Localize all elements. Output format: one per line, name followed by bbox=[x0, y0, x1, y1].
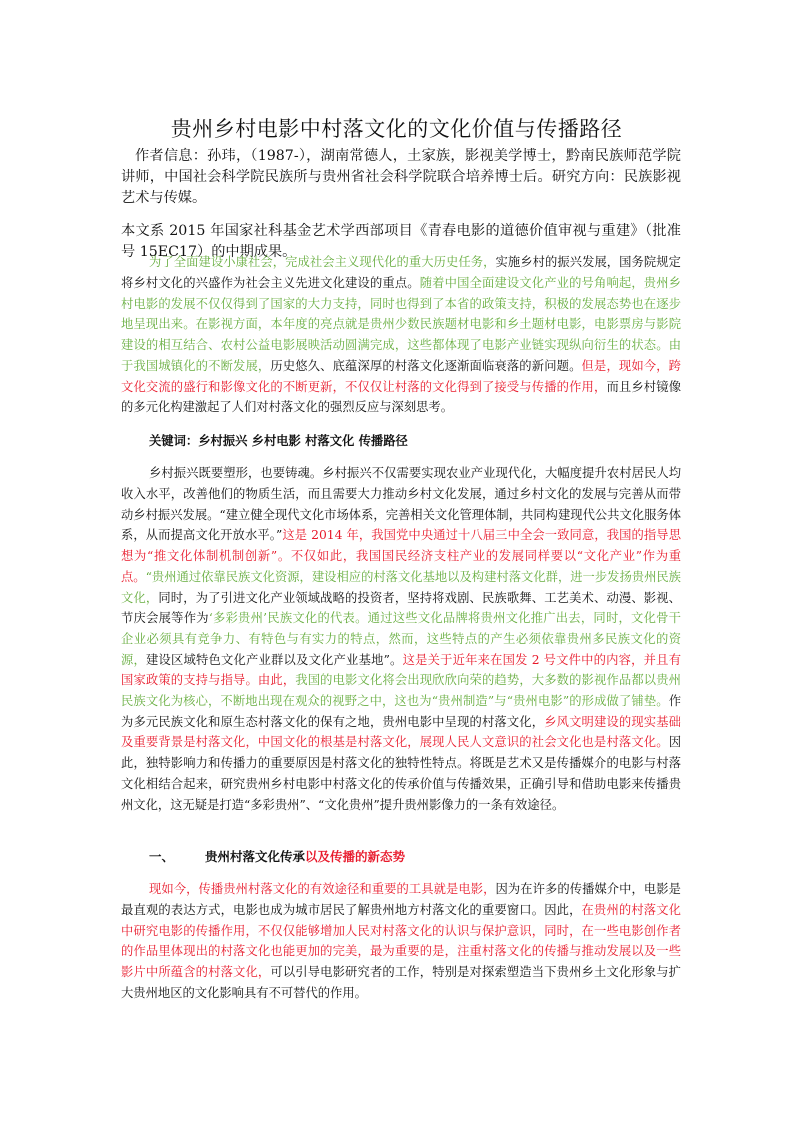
text-run: 因为在许多的传播媒介中，电影是最直观的表达方式，电影也成为城市居民了解贵州地方村落文化的重要窗口。因此， bbox=[121, 882, 681, 917]
text-run: ‘多彩贵州’民族文化的代表。通过这些文化品牌将贵州文化推广出去，同时，文化骨干企业必须具有竞争力、有特色与有实力的特点，然而，这些特点的产生必须依靠贵州多民族文化的资源， bbox=[121, 611, 681, 667]
text-run: 实施乡村的振兴发展，国务院规定将乡村文化的兴盛作为社会主义先进文化建设的重点。 bbox=[121, 255, 681, 290]
text-run: 历史悠久、底蕴深厚的村落文化逐渐面临衰落的新问题。 bbox=[270, 358, 582, 373]
text-run: 我国的电影文化将会出现欣欣向荣的趋势，大多数的影视作品都以贵州民族文化为核心，不断地出现在观众的视野之中，这也为“贵州制造”与“贵州电影”的形成做了铺垫。 bbox=[121, 673, 681, 709]
text-run: 而且乡村镜像的多元化构建激起了人们对村落文化的强烈反应与深刻思考。 bbox=[121, 379, 681, 415]
text-run: 乡风文明建设的现实基础及重要背景是村落文化，中国文化的根基是村落文化，展现人民人文意识的社会文化也是村落文化。 bbox=[121, 714, 681, 750]
text-run: 乡村振兴既要塑形，也要铸魂。乡村振兴不仅需要实现农业产业现代化，大幅度提升农村居民人均收入水平，改善他们的物质生活，而且需要大力推动乡村文化发展，通过乡村文化的发展与完善从而带动乡村振兴发展。“建立健全现代文化市场体系，完善相关文化管理体制，共同构建现代公共文化服务体系，从而提高文化开放水平。” bbox=[121, 466, 681, 543]
section-number: 一、 bbox=[149, 849, 175, 864]
text-run: 因此，独特影响力和传播力的重要原因是村落文化的独特性特点。将既是艺术又是传播媒介的电影与村落文化相结合起来，研究贵州乡村电影中村落文化的传承价值与传播效果，正确引导和借助电影来传播贵州文化，这无疑是打造“多彩贵州”、“文化贵州”提升贵州影像力的一条有效途径。 bbox=[121, 735, 681, 812]
section-heading bbox=[149, 847, 669, 867]
intro-paragraph bbox=[121, 463, 681, 815]
section-heading-part2: 以及传播的新态势 bbox=[305, 849, 406, 864]
text-run: 为了全面建设小康社会，完成社会主义现代化的重大历史任务， bbox=[149, 255, 496, 270]
funding-note: 本文系 2015 年国家社科基金艺术学西部项目《青春电影的道德价值审视与重建》（批准号 15EC17）的中期成果。 bbox=[121, 223, 681, 261]
text-run: “贵州通过依靠民族文化资源，建设相应的村落文化基地以及构建村落文化群，进一步发扬贵州民族文化， bbox=[121, 569, 681, 605]
text-run: 建设区域特色文化产业群以及文化产业基地”。 bbox=[146, 652, 403, 667]
section-heading-part1: 贵州村落文化传承 bbox=[205, 849, 306, 864]
author-info: 作者信息：孙玮，（1987-），湖南常德人，土家族，影视美学博士，黔南民族师范学院讲师，中国社会科学院民族所与贵州省社会科学院联合培养博士后。研究方向：民族影视艺术与传媒。 bbox=[121, 148, 681, 207]
text-run: 但是，现如今，跨文化交流的盛行和影像文化的不断更新，不仅仅让村落的文化得到了接受与传播的作用， bbox=[121, 358, 681, 394]
page-title: 贵州乡村电影中村落文化的文化价值与传播路径 bbox=[170, 117, 623, 142]
keywords-line: 关键词：乡村振兴 乡村电影 村落文化 传播路径 bbox=[149, 433, 408, 448]
text-run: 现如今，传播贵州村落文化的有效途径和重要的工具就是电影， bbox=[149, 882, 496, 897]
text-run: 在贵州的村落文化中研究电影的传播作用，不仅仅能够增加人民对村落文化的认识与保护意识，同时，在一些电影创作者的作品里体现出的村落文化也能更加的完美，最为重要的是，注重村落文化的传播与推动发展以及一些影片中所蕴含的村落文化， bbox=[121, 903, 681, 980]
text-run: 随着中国全面建设文化产业的号角响起，贵州乡村电影的发展不仅仅得到了国家的大力支持，同时也得到了本省的政策支持，积极的发展态势也在逐步地呈现出来。在影视方面，本年度的亮点就是贵州少数民族题材电影和乡土题材电影，电影票房与影院建设的相互结合、农村公益电影展映活动圆满完成，这些都体现了电影产业链实现纵向衍生的状态。由于我国城镇化的不断发展， bbox=[121, 276, 681, 373]
section-paragraph bbox=[121, 879, 681, 1003]
text-run: 这是 2014 年，我国党中央通过十八届三中全会一致同意，我国的指导思想为“推文化体制机制创新”。不仅如此，我国国民经济支柱产业的发展同样要以“文化产业”作为重点。 bbox=[121, 528, 681, 584]
text-run: 这是关于近年来在国发 2 号文件中的内容，并且有国家政策的支持与指导。由此， bbox=[121, 652, 681, 688]
abstract-paragraph bbox=[121, 252, 681, 418]
text-run: 可以引导电影研究者的工作，特别是对探索塑造当下贵州乡土文化形象与扩大贵州地区的文化影响具有不可替代的作用。 bbox=[121, 965, 681, 1000]
text-run: 作为多元民族文化和原生态村落文化的保有之地，贵州电影中呈现的村落文化， bbox=[121, 694, 681, 729]
text-run: 同时，为了引进文化产业领域战略的投资者，坚持将戏剧、民族歌舞、工艺美术、动漫、影视、节庆会展等作为 bbox=[121, 590, 681, 626]
